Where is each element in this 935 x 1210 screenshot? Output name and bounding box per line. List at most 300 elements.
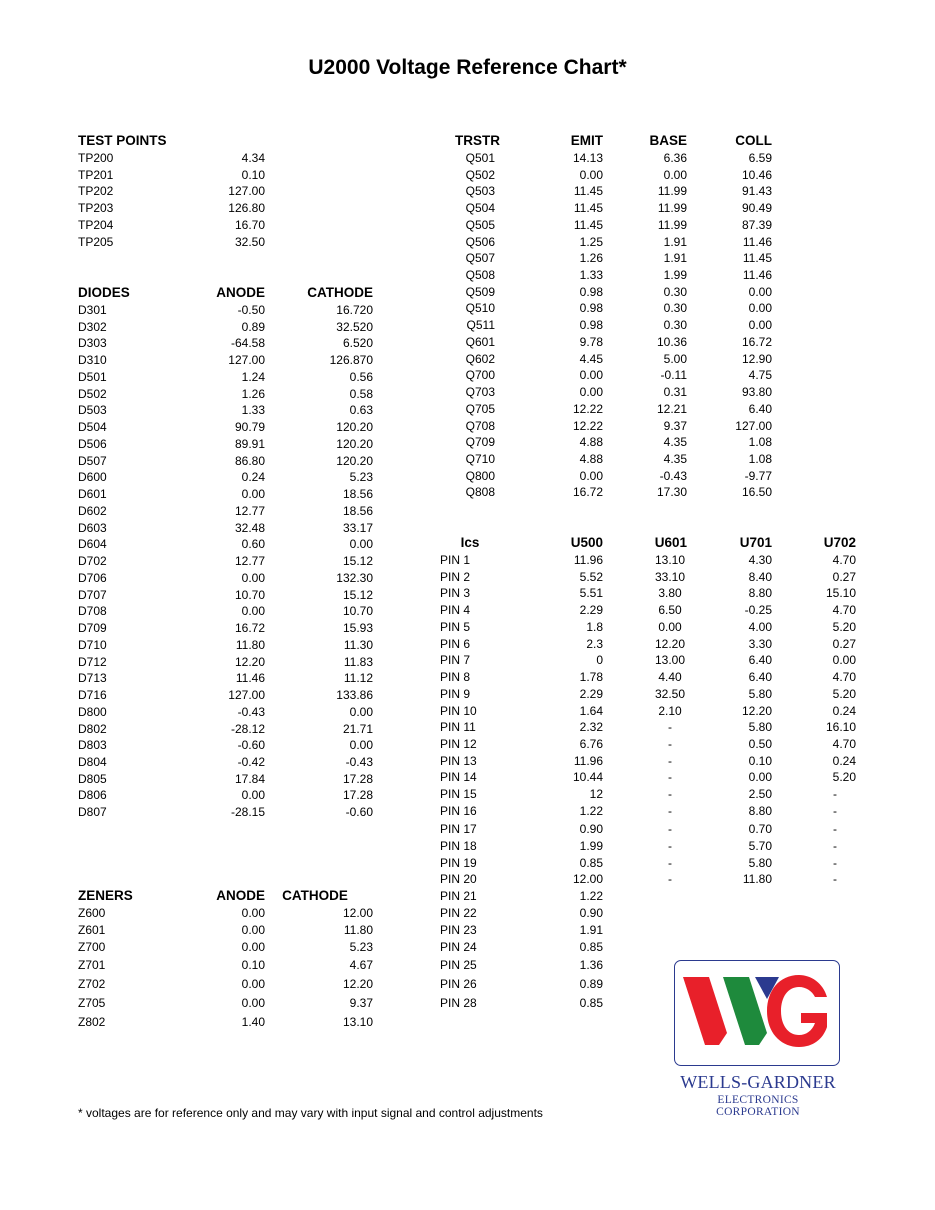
- table-cell: 32.520: [336, 319, 373, 334]
- table-cell: 4.34: [241, 151, 265, 165]
- table-cell: 12.20: [342, 977, 373, 991]
- table-cell: 0.10: [241, 958, 265, 972]
- table-cell: 5.20: [832, 770, 856, 785]
- table-cell: 0.89: [579, 977, 603, 991]
- table-cell: -0.60: [345, 805, 373, 820]
- table-cell: 0.27: [832, 636, 856, 651]
- table-cell: 4.88: [579, 451, 603, 466]
- table-cell: 16.72: [572, 485, 603, 500]
- table-cell: 16.70: [234, 217, 265, 232]
- table-row: [0, 786, 935, 802]
- table-cell: TP205: [78, 234, 114, 249]
- table-cell: D807: [78, 805, 107, 820]
- table-row: [0, 871, 935, 887]
- table-row: [0, 451, 935, 467]
- table-cell: 15.12: [342, 554, 373, 569]
- table-cell: D805: [78, 771, 107, 786]
- table-cell: -0.50: [237, 303, 265, 317]
- table-cell: 126.870: [329, 353, 373, 368]
- table-row: [0, 267, 935, 283]
- table-cell: 0.00: [349, 738, 373, 753]
- table-cell: 4.00: [748, 619, 772, 634]
- table-cell: PIN 4: [440, 603, 471, 618]
- table-cell: -: [668, 855, 672, 870]
- table-cell: 11.46: [742, 268, 772, 283]
- table-cell: 6.40: [748, 401, 772, 416]
- table-cell: -28.15: [230, 805, 265, 820]
- table-cell: D804: [78, 754, 107, 769]
- table-cell: PIN 15: [440, 787, 477, 802]
- table-cell: D502: [78, 386, 107, 401]
- table-cell: PIN 17: [440, 822, 477, 836]
- table-cell: 13.10: [342, 1015, 373, 1029]
- table-cell: 120.20: [336, 453, 373, 468]
- table-cell: 33.10: [654, 569, 686, 584]
- table-cell: PIN 8: [440, 670, 471, 685]
- table-cell: 6.50: [658, 603, 682, 618]
- table-cell: 0.85: [579, 855, 603, 870]
- table-cell: PIN 10: [440, 703, 477, 718]
- column-header: TRSTR: [455, 133, 500, 148]
- table-cell: -9.77: [744, 468, 772, 483]
- table-cell: -0.43: [237, 704, 265, 719]
- table-cell: PIN 23: [440, 923, 477, 937]
- table-cell: 11.99: [657, 201, 687, 216]
- table-cell: -: [833, 855, 837, 870]
- table-cell: D303: [78, 336, 107, 351]
- table-cell: 0.30: [663, 318, 687, 333]
- table-row: [0, 401, 935, 417]
- table-row: [0, 636, 935, 652]
- table-cell: -: [833, 803, 837, 818]
- table-row: [0, 585, 935, 601]
- table-cell: Z705: [78, 996, 106, 1010]
- table-cell: 13.10: [654, 553, 686, 567]
- table-cell: 0.10: [748, 753, 772, 768]
- table-cell: TP202: [78, 184, 114, 199]
- table-cell: 90.79: [234, 420, 265, 435]
- table-cell: Q511: [466, 318, 495, 333]
- table-cell: 0.24: [832, 753, 856, 768]
- table-cell: Q710: [465, 451, 495, 466]
- table-cell: 8.80: [748, 586, 772, 601]
- table-cell: 90.49: [741, 201, 772, 216]
- table-cell: Q709: [465, 435, 495, 450]
- table-cell: 4.70: [832, 603, 856, 618]
- brand-name: WELLS-GARDNER: [680, 1072, 836, 1092]
- table-row: [0, 719, 935, 735]
- table-cell: D506: [78, 436, 107, 451]
- table-row: [0, 300, 935, 316]
- table-cell: 1.36: [579, 958, 603, 972]
- table-cell: 17.28: [342, 788, 373, 803]
- table-row: [0, 888, 935, 904]
- table-cell: Q504: [465, 201, 495, 216]
- table-cell: 1.33: [579, 268, 603, 283]
- table-cell: Z601: [78, 923, 106, 937]
- table-cell: -: [668, 803, 672, 818]
- table-cell: PIN 12: [440, 737, 477, 752]
- table-cell: 12.20: [654, 636, 686, 651]
- table-row: [0, 619, 935, 635]
- table-cell: 11.99: [657, 184, 687, 199]
- table-cell: 4.40: [658, 670, 682, 685]
- table-cell: 0.00: [241, 788, 265, 803]
- table-cell: D716: [78, 688, 107, 703]
- table-cell: 11.45: [573, 201, 603, 216]
- table-cell: PIN 7: [440, 653, 471, 668]
- table-row: [0, 367, 935, 383]
- column-header: ANODE: [216, 285, 265, 300]
- table-cell: 0.00: [241, 570, 265, 585]
- table-cell: -: [833, 838, 837, 853]
- table-cell: 6.40: [748, 653, 772, 668]
- table-cell: 4.35: [663, 435, 687, 450]
- table-row: [0, 939, 935, 955]
- table-cell: 8.80: [748, 803, 772, 818]
- table-cell: D507: [78, 453, 107, 468]
- table-cell: D601: [78, 487, 107, 502]
- table-cell: 91.43: [741, 184, 772, 199]
- table-cell: 0.00: [663, 167, 687, 182]
- table-cell: D708: [78, 604, 107, 619]
- table-row: [0, 503, 935, 519]
- table-cell: 12.20: [741, 703, 772, 718]
- table-cell: 120.20: [336, 436, 373, 451]
- table-cell: 0.00: [748, 770, 772, 785]
- table-cell: PIN 16: [440, 803, 477, 818]
- table-cell: 120.20: [336, 420, 373, 435]
- table-cell: TP200: [78, 151, 114, 165]
- table-row: [0, 602, 935, 618]
- table-cell: 12.90: [741, 351, 772, 366]
- table-cell: 93.80: [741, 385, 772, 400]
- table-cell: Q506: [465, 234, 495, 249]
- table-cell: PIN 18: [440, 838, 477, 853]
- table-cell: 0.24: [241, 470, 265, 485]
- table-cell: 5.20: [832, 619, 856, 634]
- table-cell: 5.23: [349, 470, 373, 485]
- table-cell: 5.80: [748, 720, 772, 735]
- table-cell: PIN 22: [440, 906, 477, 920]
- table-cell: 6.40: [748, 670, 772, 685]
- table-cell: TP203: [78, 201, 114, 216]
- table-row: [0, 284, 935, 300]
- table-cell: 127.00: [228, 688, 265, 703]
- table-cell: 14.13: [572, 151, 603, 165]
- table-cell: 21.71: [342, 721, 373, 736]
- table-row: [0, 317, 935, 333]
- table-cell: 0.00: [579, 167, 603, 182]
- table-cell: 15.12: [342, 587, 373, 602]
- table-row: [0, 703, 935, 719]
- table-row: [0, 652, 935, 668]
- table-cell: 0.85: [579, 996, 603, 1010]
- table-cell: 4.75: [748, 368, 772, 383]
- table-cell: 5.80: [748, 855, 772, 870]
- table-cell: PIN 13: [440, 753, 477, 768]
- table-cell: 0.98: [579, 318, 603, 333]
- table-row: [0, 434, 935, 450]
- table-row: [0, 922, 935, 938]
- table-cell: 133.86: [336, 688, 373, 703]
- table-cell: 0: [596, 653, 603, 668]
- table-cell: PIN 20: [440, 872, 477, 887]
- table-cell: 1.08: [748, 435, 772, 450]
- table-cell: 12.77: [234, 554, 265, 569]
- table-cell: 1.26: [579, 251, 603, 266]
- table-cell: PIN 6: [440, 636, 471, 651]
- table-cell: D501: [78, 369, 107, 384]
- table-cell: 5.51: [579, 586, 603, 601]
- table-cell: Z802: [78, 1015, 106, 1029]
- table-cell: 6.59: [748, 151, 772, 165]
- table-cell: -: [668, 737, 672, 752]
- table-cell: 0.00: [748, 284, 772, 299]
- table-cell: 1.08: [748, 451, 772, 466]
- table-cell: 32.50: [234, 234, 265, 249]
- column-header: Ics: [460, 535, 480, 550]
- table-cell: 0.00: [241, 996, 265, 1010]
- table-cell: 0.00: [579, 385, 603, 400]
- table-cell: 0.56: [349, 369, 373, 384]
- table-cell: Q602: [465, 351, 495, 366]
- table-cell: 12.20: [234, 654, 265, 669]
- table-cell: 11.45: [573, 217, 603, 232]
- table-cell: 2.29: [579, 603, 603, 618]
- table-cell: 1.99: [663, 268, 687, 283]
- table-cell: D702: [78, 554, 107, 569]
- table-cell: Q508: [465, 268, 495, 283]
- table-cell: 6.520: [342, 336, 373, 351]
- brand-tagline: ELECTRONICS CORPORATION: [716, 1094, 800, 1118]
- table-cell: 0.00: [579, 468, 603, 483]
- table-cell: -: [833, 787, 837, 802]
- table-cell: 89.91: [234, 436, 265, 451]
- table-cell: 0.85: [579, 940, 603, 954]
- table-row: [0, 334, 935, 350]
- table-cell: -64.58: [230, 336, 265, 351]
- table-cell: 0.00: [658, 619, 682, 634]
- table-cell: 1.24: [241, 369, 265, 384]
- table-row: [0, 384, 935, 400]
- column-header: CATHODE: [282, 888, 348, 903]
- table-cell: -: [668, 838, 672, 853]
- table-cell: 1.8: [586, 619, 603, 634]
- table-row: [0, 905, 935, 921]
- table-row: [0, 552, 935, 568]
- table-cell: 18.56: [342, 503, 373, 518]
- table-cell: 12.00: [342, 906, 373, 920]
- table-cell: Q501: [465, 151, 495, 165]
- table-row: [0, 234, 935, 250]
- table-row: [0, 855, 935, 871]
- table-cell: 4.70: [832, 670, 856, 685]
- table-cell: -0.43: [659, 468, 687, 483]
- table-cell: 2.10: [658, 703, 682, 718]
- table-cell: 5.70: [748, 838, 772, 853]
- table-cell: 3.30: [748, 636, 772, 651]
- table-cell: D603: [78, 520, 107, 535]
- table-cell: 4.45: [579, 351, 603, 366]
- table-cell: D712: [78, 654, 107, 669]
- table-cell: 0.00: [832, 653, 856, 668]
- table-cell: 16.720: [336, 303, 373, 317]
- table-row: [0, 418, 935, 434]
- table-cell: -: [668, 787, 672, 802]
- table-cell: 9.37: [663, 418, 687, 433]
- table-cell: -: [668, 720, 672, 735]
- table-cell: 0.00: [241, 977, 265, 991]
- table-cell: 0.70: [748, 822, 772, 836]
- table-cell: D310: [78, 353, 107, 368]
- table-cell: 15.93: [342, 621, 373, 636]
- table-cell: PIN 2: [440, 569, 471, 584]
- table-cell: 1.33: [241, 403, 265, 418]
- table-cell: Q705: [465, 401, 495, 416]
- table-cell: 1.64: [579, 703, 603, 718]
- table-cell: Q708: [465, 418, 495, 433]
- table-cell: D713: [78, 671, 107, 686]
- table-row: [0, 838, 935, 854]
- table-cell: Q502: [465, 167, 495, 182]
- table-cell: 4.70: [832, 737, 856, 752]
- table-cell: 9.37: [349, 996, 373, 1010]
- table-cell: Z700: [78, 940, 106, 954]
- table-cell: Q808: [465, 485, 495, 500]
- table-cell: 4.70: [832, 553, 856, 567]
- table-row: [0, 769, 935, 785]
- table-cell: D503: [78, 403, 107, 418]
- table-row: [0, 183, 935, 199]
- table-row: [0, 736, 935, 752]
- table-cell: PIN 26: [440, 977, 477, 991]
- table-cell: -0.43: [345, 754, 373, 769]
- table-cell: 12.00: [572, 872, 603, 887]
- table-cell: -: [833, 872, 837, 887]
- table-cell: TP201: [78, 167, 114, 182]
- table-cell: Q505: [465, 217, 495, 232]
- table-cell: PIN 3: [440, 586, 471, 601]
- table-row: [0, 167, 935, 183]
- table-cell: D602: [78, 503, 107, 518]
- table-cell: 0.98: [579, 284, 603, 299]
- table-cell: D301: [78, 303, 107, 317]
- table-cell: D802: [78, 721, 107, 736]
- table-cell: 0.63: [349, 403, 373, 418]
- table-cell: 5.20: [832, 686, 856, 701]
- table-cell: 33.17: [342, 520, 373, 535]
- column-header: ZENERS: [78, 888, 133, 903]
- table-cell: 6.76: [579, 737, 603, 752]
- table-cell: 0.24: [832, 703, 856, 718]
- table-cell: Q601: [465, 334, 495, 349]
- table-cell: -: [833, 822, 837, 836]
- table-cell: 1.25: [579, 234, 603, 249]
- table-cell: -: [668, 770, 672, 785]
- table-row: [0, 150, 935, 166]
- table-cell: Z702: [78, 977, 106, 991]
- table-cell: 5.00: [663, 351, 687, 366]
- transistors-header: [0, 133, 935, 149]
- table-cell: TP204: [78, 217, 114, 232]
- table-cell: 0.00: [349, 537, 373, 552]
- column-header: U702: [823, 535, 856, 550]
- table-cell: 10.44: [572, 770, 603, 785]
- table-cell: 32.48: [234, 520, 265, 535]
- table-cell: 0.60: [241, 537, 265, 552]
- table-cell: 2.29: [579, 686, 603, 701]
- table-row: [0, 669, 935, 685]
- table-cell: 1.26: [241, 386, 265, 401]
- table-cell: PIN 19: [440, 855, 477, 870]
- table-row: [0, 753, 935, 769]
- table-cell: 0.30: [663, 284, 687, 299]
- column-header: CATHODE: [307, 285, 373, 300]
- column-header: BASE: [649, 133, 687, 148]
- table-cell: 4.88: [579, 435, 603, 450]
- table-cell: -: [668, 753, 672, 768]
- table-cell: 16.72: [234, 621, 265, 636]
- table-cell: 0.00: [241, 906, 265, 920]
- table-cell: D707: [78, 587, 107, 602]
- table-cell: 11.80: [742, 872, 772, 887]
- table-cell: 3.80: [658, 586, 682, 601]
- table-cell: D600: [78, 470, 107, 485]
- table-cell: 5.80: [748, 686, 772, 701]
- table-cell: D709: [78, 621, 107, 636]
- table-cell: 1.22: [579, 803, 603, 818]
- table-cell: D504: [78, 420, 107, 435]
- table-cell: PIN 21: [440, 889, 477, 904]
- table-cell: 132.30: [336, 570, 373, 585]
- table-row: [0, 686, 935, 702]
- table-cell: PIN 1: [440, 553, 471, 567]
- column-header: U601: [654, 535, 687, 550]
- table-cell: 0.00: [241, 487, 265, 502]
- table-cell: 11.96: [573, 553, 603, 567]
- table-cell: 2.3: [586, 636, 603, 651]
- column-header: EMIT: [570, 133, 603, 148]
- table-cell: 11.45: [573, 184, 603, 199]
- table-cell: 11.30: [343, 637, 373, 652]
- table-cell: 0.00: [241, 923, 265, 937]
- table-cell: -0.42: [237, 754, 265, 769]
- table-cell: 1.22: [579, 889, 603, 904]
- table-cell: 1.91: [663, 251, 687, 266]
- logo-mark-box: [674, 960, 840, 1066]
- table-cell: 127.00: [735, 418, 772, 433]
- table-cell: Q700: [465, 368, 495, 383]
- table-cell: 12: [589, 787, 603, 802]
- table-cell: 1.40: [241, 1015, 265, 1029]
- table-cell: D803: [78, 738, 107, 753]
- ics-header: [0, 535, 935, 551]
- table-cell: 0.50: [748, 737, 772, 752]
- table-cell: 0.27: [832, 569, 856, 584]
- table-cell: 11.99: [657, 217, 687, 232]
- column-header: U701: [739, 535, 772, 550]
- table-cell: Q510: [465, 301, 495, 316]
- column-header: ANODE: [216, 888, 265, 903]
- table-cell: PIN 9: [440, 686, 471, 701]
- table-cell: 0.30: [663, 301, 687, 316]
- table-cell: PIN 25: [440, 958, 477, 972]
- table-cell: PIN 5: [440, 619, 471, 634]
- table-cell: -0.25: [744, 603, 772, 618]
- footnote: * voltages are for reference only and may vary with input signal and control adjustments: [78, 1106, 543, 1120]
- table-cell: 0.89: [241, 319, 265, 334]
